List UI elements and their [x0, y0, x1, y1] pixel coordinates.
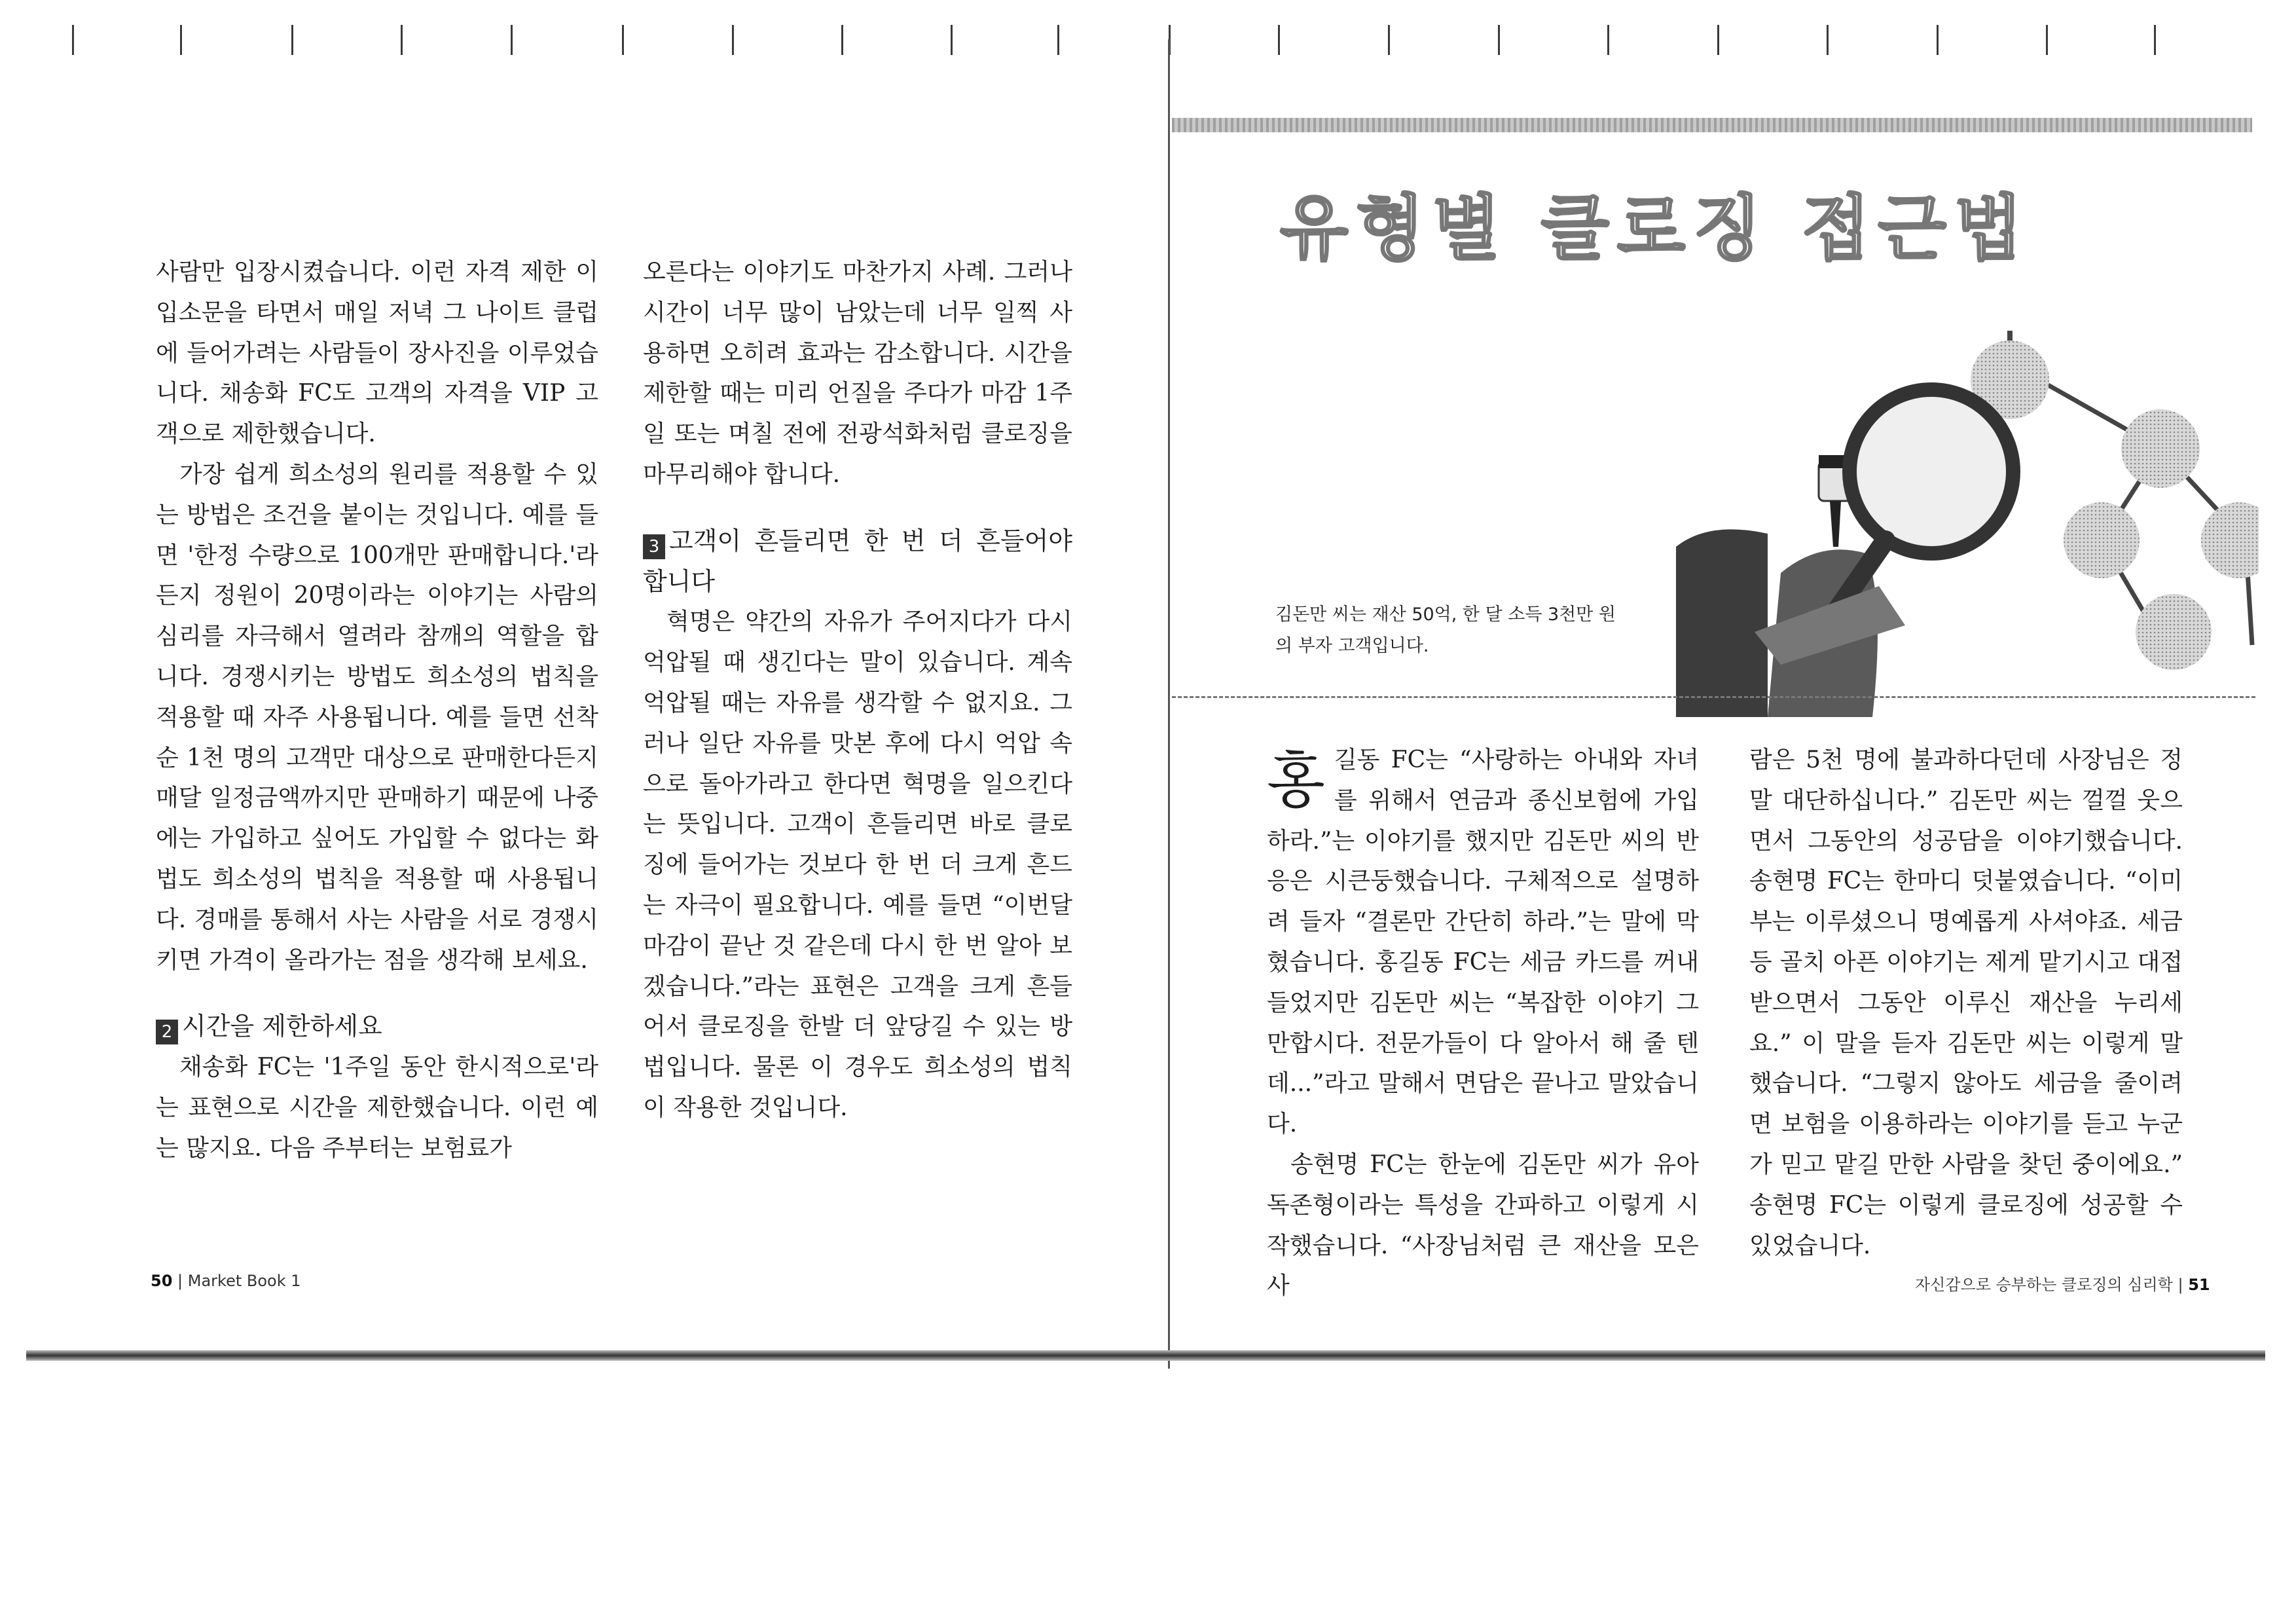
drop-cap: 홍	[1267, 746, 1325, 816]
header-texture-rule	[1172, 118, 2252, 132]
right-folio	[1915, 1272, 2210, 1295]
binding-mark	[1498, 25, 1500, 55]
binding-mark	[1057, 25, 1059, 55]
paragraph: 사람만 입장시켰습니다. 이런 자격 제한 이 입소문을 타면서 매일 저녁 그 나이트 클럽에 들어가려는 사람들이 장사진을 이루었습니다. 채송화 FC도 고객의 자격을 VIP 고객으로 제한했습니다.	[156, 259, 598, 448]
running-footer: | Market Book 1	[177, 1272, 301, 1290]
binding-mark	[841, 25, 843, 55]
paragraph: 람은 5천 명에 불과하다던데 사장님은 정말 대단하십니다.” 김돈만 씨는 껄껄 웃으면서 그동안의 성공담을 이야기했습니다. 송현명 FC는 한마디 덧붙였습니다. “이미 부는 이루셨으니 명예롭게 사셔야죠. 세금 등 골치 아픈 이야기는 제게 맡기시고 대접받으면서 그동안 이루신 재산을 누리세요.” 이 말을 듣자 김돈만 씨는 이렇게 말했습니다. “그렇지 않아도 세금을 줄이려면 보험을 이용하라는 이야기를 듣고 누군가 믿고 맡길 만한 사람을 찾던 중이에요.” 송현명 FC는 이렇게 클로징에 성공할 수 있었습니다.	[1749, 747, 2183, 1259]
section-heading	[156, 1006, 598, 1047]
binding-mark	[1607, 25, 1609, 55]
binding-mark	[732, 25, 734, 55]
running-footer: 자신감으로 승부하는 클로징의 심리학 |	[1915, 1276, 2183, 1294]
section-number-badge: 3	[643, 534, 665, 559]
section-title: 시간을 제한하세요	[182, 1012, 382, 1041]
binding-mark	[72, 25, 74, 55]
right-column-2	[1749, 740, 2183, 1266]
illustration-caption: 김돈만 씨는 재산 50억, 한 달 소득 3천만 원의 부자 고객입니다.	[1275, 604, 1616, 656]
right-column-1	[1267, 740, 1699, 1306]
binding-mark	[622, 25, 624, 55]
binding-mark	[2154, 25, 2156, 55]
binding-mark	[401, 25, 403, 55]
page-number: 51	[2188, 1276, 2210, 1294]
section-heading	[643, 521, 1072, 602]
paragraph: 가장 쉽게 희소성의 원리를 적용할 수 있는 방법은 조건을 붙이는 것입니다. 예를 들면 '한정 수량으로 100개만 판매합니다.'라든지 정원이 20명이라는 이야기는 사람의 심리를 자극해서 열려라 참깨의 역할을 합니다. 경쟁시키는 방법도 희소성의 법칙을 적용할 때 자주 사용됩니다. 예를 들면 선착순 1천 명의 고객만 대상으로 판매한다든지 매달 일정금액까지만 판매하기 때문에 나중에는 가입하고 싶어도 가입할 수 없다는 화법도 희소성의 법칙을 적용할 때 사용됩니다. 경매를 통해서 사는 사람을 서로 경쟁시키면 가격이 올라가는 점을 생각해 보세요.	[156, 460, 598, 974]
paragraph: 채송화 FC는 '1주일 동안 한시적으로'라는 표현으로 시간을 제한했습니다. 이런 예는 많지요. 다음 주부터는 보험료가	[156, 1054, 598, 1162]
binding-mark	[1937, 25, 1939, 55]
binding-mark	[1388, 25, 1390, 55]
binding-mark	[291, 25, 293, 55]
magnifier-illustration	[1669, 324, 2259, 717]
binding-mark	[180, 25, 182, 55]
paragraph: 송현명 FC는 한눈에 김돈만 씨가 유아독존형이라는 특성을 간파하고 이렇게 시작했습니다. “사장님처럼 큰 재산을 모은 사	[1267, 1151, 1699, 1300]
binding-mark	[1717, 25, 1719, 55]
gutter-line	[1168, 39, 1170, 1369]
binding-mark	[951, 25, 953, 55]
binding-mark	[511, 25, 513, 55]
paragraph: 혁명은 약간의 자유가 주어지다가 다시 억압될 때 생긴다는 말이 있습니다. 계속 억압될 때는 자유를 생각할 수 없지요. 그러나 일단 자유를 맛본 후에 다시 억압 속으로 돌아가라고 한다면 혁명을 일으킨다는 뜻입니다. 고객이 흔들리면 바로 클로징에 들어가는 것보다 한 번 더 크게 흔드는 자극이 필요합니다. 예를 들면 “이번달 마감이 끝난 것 같은데 다시 한 번 알아 보겠습니다.”라는 표현은 고객을 크게 흔들어서 클로징을 한발 더 앞당길 수 있는 방법입니다. 물론 이 경우도 희소성의 법칙이 작용한 것입니다.	[643, 608, 1072, 1121]
binding-mark	[2046, 25, 2048, 55]
left-column-1	[156, 252, 598, 1169]
left-folio	[151, 1272, 301, 1290]
section-number-badge: 2	[156, 1020, 178, 1044]
paragraph: 오른다는 이야기도 마찬가지 사례. 그러나 시간이 너무 많이 남았는데 너무 일찍 사용하면 오히려 효과는 감소합니다. 시간을 제한할 때는 미리 언질을 주다가 마감 1주일 또는 며칠 전에 전광석화처럼 클로징을 마무리해야 합니다.	[643, 259, 1072, 488]
dashed-divider	[1172, 696, 2255, 698]
chapter-title: 유형별 클로징 접근법	[1280, 188, 2031, 270]
page-number: 50	[151, 1272, 173, 1290]
paragraph: 길동 FC는 “사랑하는 아내와 자녀를 위해서 연금과 종신보험에 가입하라.”는 이야기를 했지만 김돈만 씨의 반응은 시큰둥했습니다. 구체적으로 설명하려 들자 “결론만 간단히 하라.”는 말에 막혔습니다. 홍길동 FC는 세금 카드를 꺼내 들었지만 김돈만 씨는 “복잡한 이야기 그만합시다. 전문가들이 다 알아서 해 줄 텐데...”라고 말해서 면담은 끝나고 말았습니다.	[1267, 747, 1699, 1138]
binding-mark	[1827, 25, 1829, 55]
left-column-2	[643, 252, 1072, 1128]
section-title: 고객이 흔들리면 한 번 더 흔들어야 합니다	[643, 526, 1072, 596]
binding-mark	[1278, 25, 1280, 55]
scan-edge-band	[26, 1350, 2265, 1361]
